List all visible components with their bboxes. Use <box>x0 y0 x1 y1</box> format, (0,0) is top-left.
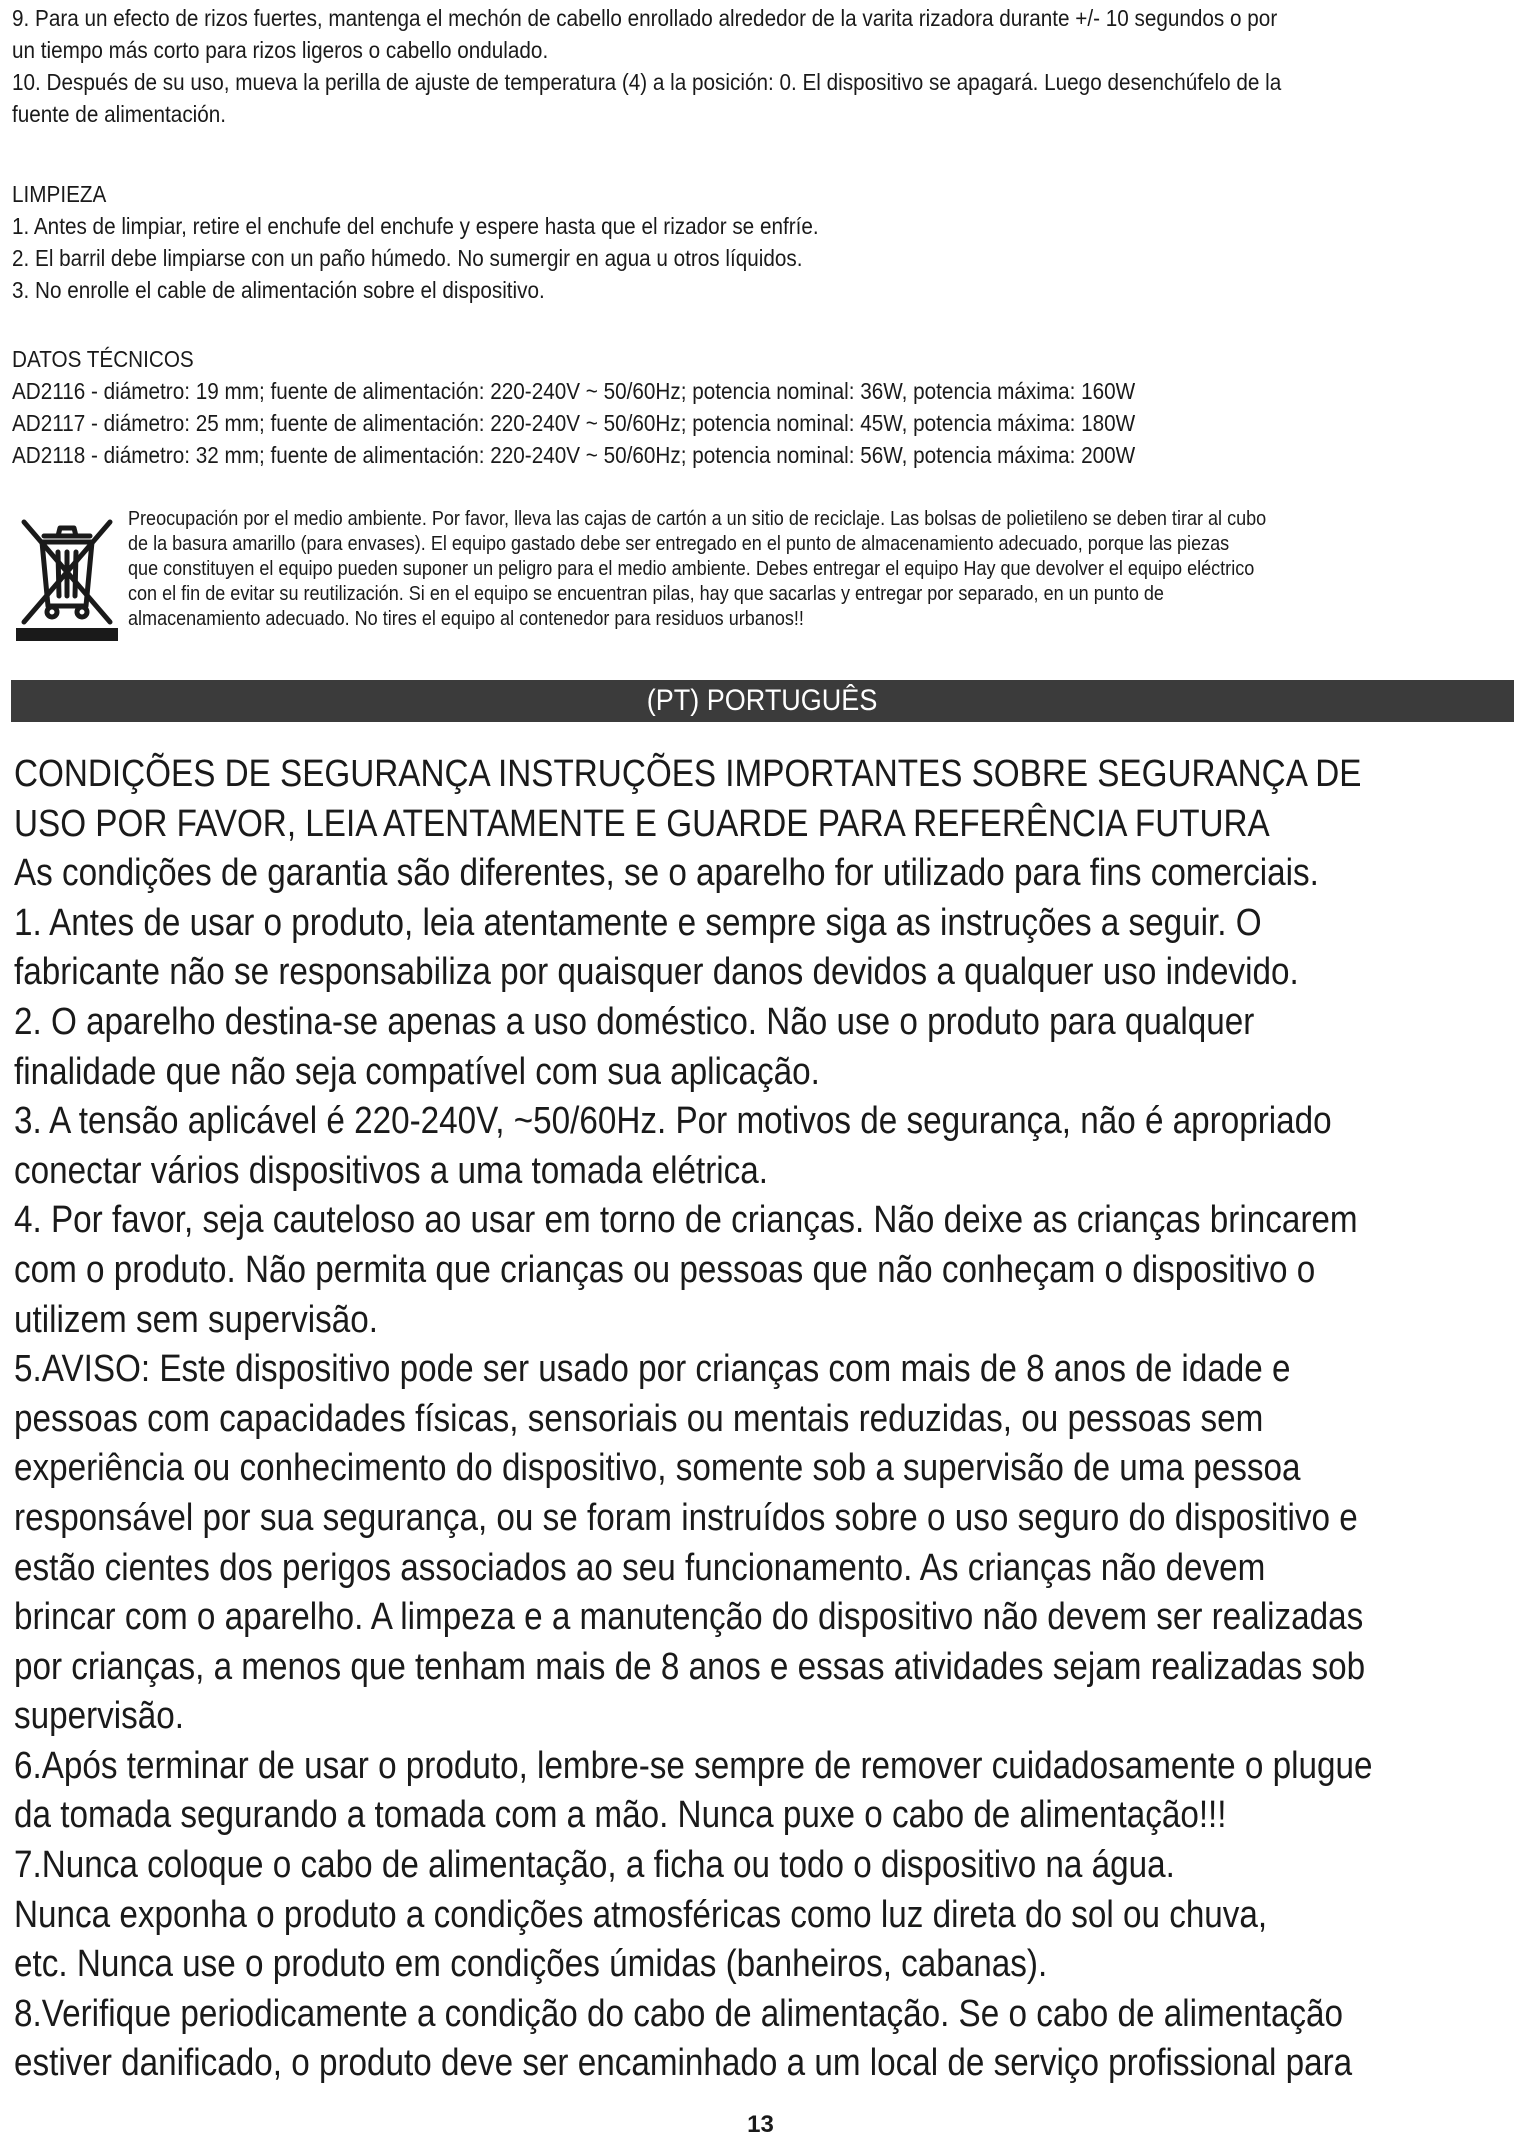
safety-line: por crianças, a menos que tenham mais de 8 anos e essas atividades sejam realizadas sob <box>14 1645 1366 1688</box>
safety-heading: CONDIÇÕES DE SEGURANÇA INSTRUÇÕES IMPORTANTES SOBRE SEGURANÇA DE <box>14 753 1362 795</box>
step-line: fuente de alimentación. <box>12 101 227 127</box>
notice-line: que constituyen el equipo pueden suponer un peligro para el medio ambiente. Debes entregar el equipo Hay que devolver el equipo eléctrico <box>128 557 1255 580</box>
safety-line: Nunca exponha o produto a condições atmosféricas como luz direta do sol ou chuva, <box>14 1893 1268 1936</box>
safety-line: responsável por sua segurança, ou se foram instruídos sobre o uso seguro do dispositivo e <box>14 1496 1358 1539</box>
notice-line: de la basura amarillo (para envases). El equipo gastado debe ser entregado en el punto de almacenamiento adecuado, porque las piezas <box>128 532 1230 555</box>
safety-line: estão cientes dos perigos associados ao seu funcionamento. As crianças não devem <box>14 1546 1266 1589</box>
cleaning-item: 1. Antes de limpiar, retire el enchufe del enchufe y espere hasta que el rizador se enfríe. <box>12 213 819 239</box>
safety-line: 1. Antes de usar o produto, leia atentamente e sempre siga as instruções a seguir. O <box>14 901 1262 944</box>
safety-line: brincar com o aparelho. A limpeza e a manutenção do dispositivo não devem ser realizadas <box>14 1596 1364 1639</box>
cleaning-item: 2. El barril debe limpiarse con un paño húmedo. No sumergir en agua u otros líquidos. <box>12 245 803 271</box>
portuguese-safety-text <box>14 750 1372 2089</box>
safety-line: 5.AVISO: Este dispositivo pode ser usado por crianças com mais de 8 anos de idade e <box>14 1348 1291 1391</box>
step-line: un tiempo más corto para rizos ligeros o cabello ondulado. <box>12 37 549 63</box>
tech-data-item: AD2118 - diámetro: 32 mm; fuente de alimentación: 220-240V ~ 50/60Hz; potencia nominal: 56W, potencia máxima: 200W <box>12 442 1136 468</box>
spanish-steps <box>12 2 1281 130</box>
safety-line: estiver danificado, o produto deve ser encaminhado a um local de serviço profissional para <box>14 2042 1353 2085</box>
safety-line: com o produto. Não permita que crianças ou pessoas que não conheçam o dispositivo o <box>14 1248 1316 1291</box>
safety-line: etc. Nunca use o produto em condições úmidas (banheiros, cabanas). <box>14 1943 1048 1986</box>
safety-heading: USO POR FAVOR, LEIA ATENTAMENTE E GUARDE PARA REFERÊNCIA FUTURA <box>14 802 1270 845</box>
tech-data-section <box>12 343 1135 471</box>
safety-line: supervisão. <box>14 1695 185 1738</box>
safety-line: 8.Verifique periodicamente a condição do cabo de alimentação. Se o cabo de alimentação <box>14 1992 1344 2035</box>
notice-line: almacenamiento adecuado. No tires el equipo al contenedor para residuos urbanos!! <box>128 607 804 630</box>
cleaning-title: LIMPIEZA <box>12 181 107 207</box>
safety-line: fabricante não se responsabiliza por quaisquer danos devidos a qualquer uso indevido. <box>14 951 1299 994</box>
crossed-out-wheelie-bin-icon <box>14 518 120 642</box>
safety-line: 2. O aparelho destina-se apenas a uso doméstico. Não use o produto para qualquer <box>14 1000 1255 1043</box>
cleaning-item: 3. No enrolle el cable de alimentación sobre el dispositivo. <box>12 277 545 303</box>
page-number: 13 <box>747 2111 774 2138</box>
notice-line: Preocupación por el medio ambiente. Por favor, lleva las cajas de cartón a un sitio de reciclaje. Las bolsas de polietileno se deben tirar al cubo <box>128 507 1267 530</box>
tech-data-item: AD2117 - diámetro: 25 mm; fuente de alimentación: 220-240V ~ 50/60Hz; potencia nominal: 45W, potencia máxima: 180W <box>12 410 1136 436</box>
safety-line: As condições de garantia são diferentes, se o aparelho for utilizado para fins comerciais. <box>14 852 1319 895</box>
notice-line: con el fin de evitar su reutilización. Si en el equipo se encuentran pilas, hay que sacarlas y entregar por separado, en un punto de <box>128 582 1164 605</box>
safety-line: conectar vários dispositivos a uma tomada elétrica. <box>14 1149 769 1192</box>
safety-line: 3. A tensão aplicável é 220-240V, ~50/60Hz. Por motivos de segurança, não é apropriado <box>14 1100 1332 1143</box>
safety-line: finalidade que não seja compatível com sua aplicação. <box>14 1050 820 1093</box>
section-bar-label: (PT) PORTUGUÊS <box>647 684 878 717</box>
step-line: 10. Después de su uso, mueva la perilla de ajuste de temperatura (4) a la posición: 0. El dispositivo se apagará. Luego desenchúfelo de la <box>12 69 1282 95</box>
environment-notice <box>128 506 1266 631</box>
cleaning-section <box>12 178 819 306</box>
safety-line: da tomada segurando a tomada com a mão. Nunca puxe o cabo de alimentação!!! <box>14 1794 1227 1837</box>
safety-line: 7.Nunca coloque o cabo de alimentação, a ficha ou todo o dispositivo na água. <box>14 1844 1175 1887</box>
safety-line: 6.Após terminar de usar o produto, lembre-se sempre de remover cuidadosamente o plugue <box>14 1744 1373 1787</box>
safety-line: 4. Por favor, seja cauteloso ao usar em torno de crianças. Não deixe as crianças brincarem <box>14 1199 1358 1242</box>
step-line: 9. Para un efecto de rizos fuertes, mantenga el mechón de cabello enrollado alrededor de la varita rizadora durante +/- 10 segundos o por <box>12 5 1278 31</box>
safety-line: pessoas com capacidades físicas, sensoriais ou mentais reduzidas, ou pessoas sem <box>14 1397 1264 1440</box>
safety-line: utilizem sem supervisão. <box>14 1298 379 1341</box>
safety-line: experiência ou conhecimento do dispositivo, somente sob a supervisão de uma pessoa <box>14 1447 1301 1490</box>
tech-data-title: DATOS TÉCNICOS <box>12 346 194 372</box>
tech-data-item: AD2116 - diámetro: 19 mm; fuente de alimentación: 220-240V ~ 50/60Hz; potencia nominal: 36W, potencia máxima: 160W <box>12 378 1136 404</box>
portuguese-section-bar <box>11 680 1514 722</box>
